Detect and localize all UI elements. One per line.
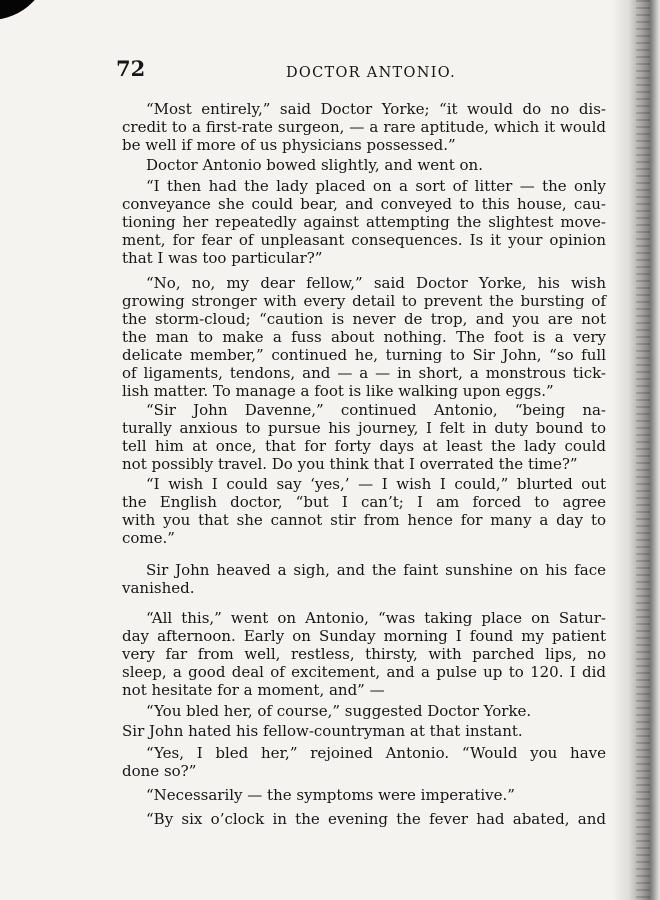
text-line: growing stronger with every detail to prevent the bursting of: [122, 292, 606, 310]
text-line: “By six o’clock in the evening the fever had abated, and: [146, 810, 606, 828]
text-line: that I was too particular?”: [122, 249, 323, 267]
text-line: tioning her repeatedly against attempting the slightest move-: [122, 213, 606, 231]
text-line: day afternoon. Early on Sunday morning I found my patient: [122, 627, 606, 645]
page-header: [116, 56, 606, 86]
text-line: the English doctor, “but I can’t; I am forced to agree: [122, 493, 606, 511]
text-line: lish matter. To manage a foot is like walking upon eggs.”: [122, 382, 554, 400]
text-line: not hesitate for a moment, and” —: [122, 681, 385, 699]
text-line: tell him at once, that for forty days at least the lady could: [122, 437, 606, 455]
text-line: “Sir John Davenne,” continued Antonio, “being na-: [146, 401, 606, 419]
text-line: conveyance she could bear, and conveyed to this house, cau-: [122, 195, 606, 213]
text-line: turally anxious to pursue his journey, I felt in duty bound to: [122, 419, 606, 437]
text-line: be well if more of us physicians possessed.”: [122, 136, 456, 154]
text-line: “Necessarily — the symptoms were imperative.”: [146, 786, 515, 804]
text-line: of ligaments, tendons, and — a — in short, a monstrous tick-: [122, 364, 606, 382]
text-line: Sir John heaved a sigh, and the faint sunshine on his face: [146, 561, 606, 579]
text-line: “No, no, my dear fellow,” said Doctor Yorke, his wish: [146, 274, 606, 292]
page-number: 72: [116, 56, 146, 81]
text-line: “Most entirely,” said Doctor Yorke; “it would do no dis-: [146, 100, 606, 118]
text-line: ment, for fear of unpleasant consequences. Is it your opinion: [122, 231, 606, 249]
text-line: “Yes, I bled her,” rejoined Antonio. “Would you have: [146, 744, 606, 762]
text-line: very far from well, restless, thirsty, with parched lips, no: [122, 645, 606, 663]
text-line: “I wish I could say ‘yes,’ — I wish I could,” blurted out: [146, 475, 606, 493]
text-line: with you that she cannot stir from hence for many a day to: [122, 511, 606, 529]
text-line: “You bled her, of course,” suggested Doctor Yorke.: [146, 702, 532, 720]
text-line: done so?”: [122, 762, 197, 780]
text-line: vanished.: [122, 579, 195, 597]
text-line: not possibly travel. Do you think that I overrated the time?”: [122, 455, 578, 473]
text-line: delicate member,” continued he, turning to Sir John, “so full: [122, 346, 606, 364]
text-line: sleep, a good deal of excitement, and a pulse up to 120. I did: [122, 663, 606, 681]
text-line: come.”: [122, 529, 175, 547]
text-line: the storm-cloud; “caution is never de trop, and you are not: [122, 310, 606, 328]
text-line: Doctor Antonio bowed slightly, and went on.: [146, 156, 483, 174]
text-line: “All this,” went on Antonio, “was taking place on Satur-: [146, 609, 606, 627]
text-line: Sir John hated his fellow-countryman at that instant.: [122, 722, 523, 740]
text-line: “I then had the lady placed on a sort of litter — the only: [146, 177, 606, 195]
text-line: the man to make a fuss about nothing. The foot is a very: [122, 328, 606, 346]
text-line: credit to a first-rate surgeon, — a rare aptitude, which it would: [122, 118, 606, 136]
running-head: DOCTOR ANTONIO.: [286, 65, 456, 81]
